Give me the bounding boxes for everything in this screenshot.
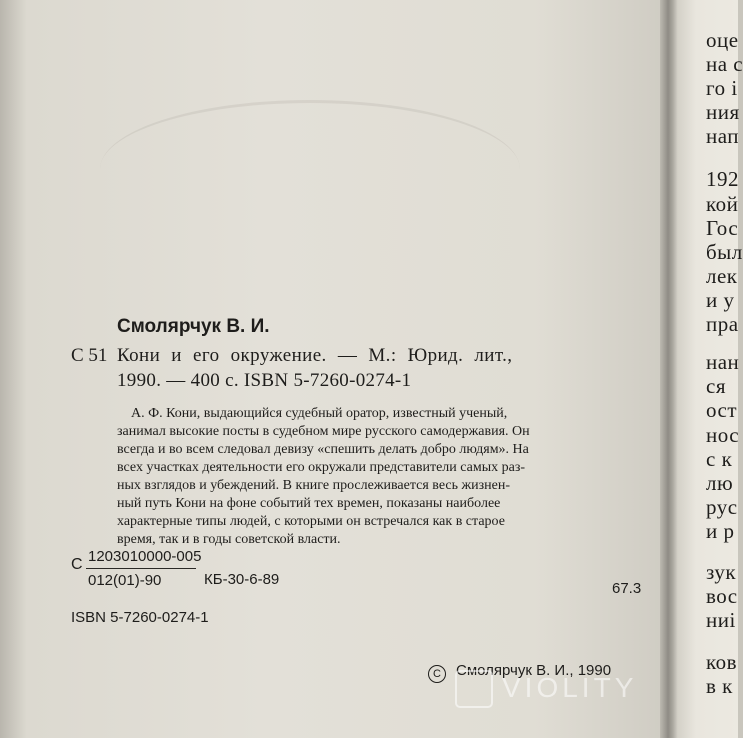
right-page-line: ся	[706, 374, 726, 398]
book-abstract	[117, 405, 647, 549]
abstract-line: занимал высокие посты в судебном мире русского самодержавия. Он	[117, 424, 530, 439]
abstract-line: А. Ф. Кони, выдающийся судебный оратор, известный ученый,	[131, 406, 508, 421]
copyright-icon: C	[428, 665, 446, 683]
abstract-line: характерные типы людей, с которыми он встречался как в старое	[117, 514, 505, 529]
bibliographic-details-line: 1990. — 400 с. ISBN 5-7260-0274-1	[117, 370, 412, 391]
right-page-line: вос	[706, 584, 738, 608]
classification-code: КБ-30-6-89	[204, 571, 280, 588]
right-page-line: был	[706, 240, 743, 264]
book-gutter	[660, 0, 678, 738]
right-page-line: ния	[706, 100, 740, 124]
abstract-line: ных взглядов и убеждений. В книге прослеживается весь жизнен-	[117, 478, 511, 493]
right-page-line: го і	[706, 76, 738, 100]
right-page-line: оце	[706, 28, 739, 52]
right-page	[678, 0, 743, 738]
isbn-number: ISBN 5-7260-0274-1	[71, 609, 209, 626]
watermark-text: VIOLITY	[502, 672, 638, 703]
right-page-line: лек	[706, 264, 738, 288]
right-page-line: ост	[706, 398, 738, 422]
abstract-line: всегда и во всем следовал девизу «спешить делать добро людям». На	[117, 442, 529, 457]
classification-numerator: 1203010000-005	[88, 548, 202, 565]
library-index: С 51	[71, 345, 108, 366]
right-page-line: кой	[706, 192, 739, 216]
right-page-line: пра	[706, 312, 739, 336]
bibliographic-title-line: Кони и его окружение. — М.: Юрид. лит.,	[117, 345, 513, 366]
right-page-line: нос	[706, 423, 740, 447]
right-page-line: с к	[706, 447, 733, 471]
classification-prefix: С	[71, 556, 83, 573]
abstract-line: ный путь Кони на фоне событий тех времен, показаны наиболее	[117, 496, 501, 511]
copyright-text: Смолярчук В. И., 1990	[456, 662, 612, 679]
right-page-line: ниі	[706, 608, 736, 632]
right-page-line: в к	[706, 674, 733, 698]
bleed-through-decoration	[100, 100, 520, 273]
bbk-code: 67.3	[612, 580, 642, 597]
right-page-line: лю	[706, 471, 734, 495]
right-page-line: зук	[706, 560, 737, 584]
right-page-line: нап	[706, 124, 740, 148]
right-page-line: на с	[706, 52, 743, 76]
right-page-line: ков	[706, 650, 738, 674]
fraction-divider	[86, 568, 196, 569]
right-page-line: нан	[706, 350, 740, 374]
author-name: Смолярчук В. И.	[117, 316, 270, 337]
abstract-line: время, так и в годы советской власти.	[117, 532, 341, 547]
classification-denominator: 012(01)-90	[88, 572, 162, 589]
right-page-line: 192	[706, 167, 739, 191]
watermark-logo-icon	[455, 670, 493, 708]
right-page-line: рус	[706, 495, 738, 519]
abstract-line: всех участках деятельности его окружали представители самых раз-	[117, 460, 526, 475]
right-page-line: и у	[706, 288, 735, 312]
right-page-line: Гос	[706, 216, 739, 240]
right-page-line: и р	[706, 519, 735, 543]
